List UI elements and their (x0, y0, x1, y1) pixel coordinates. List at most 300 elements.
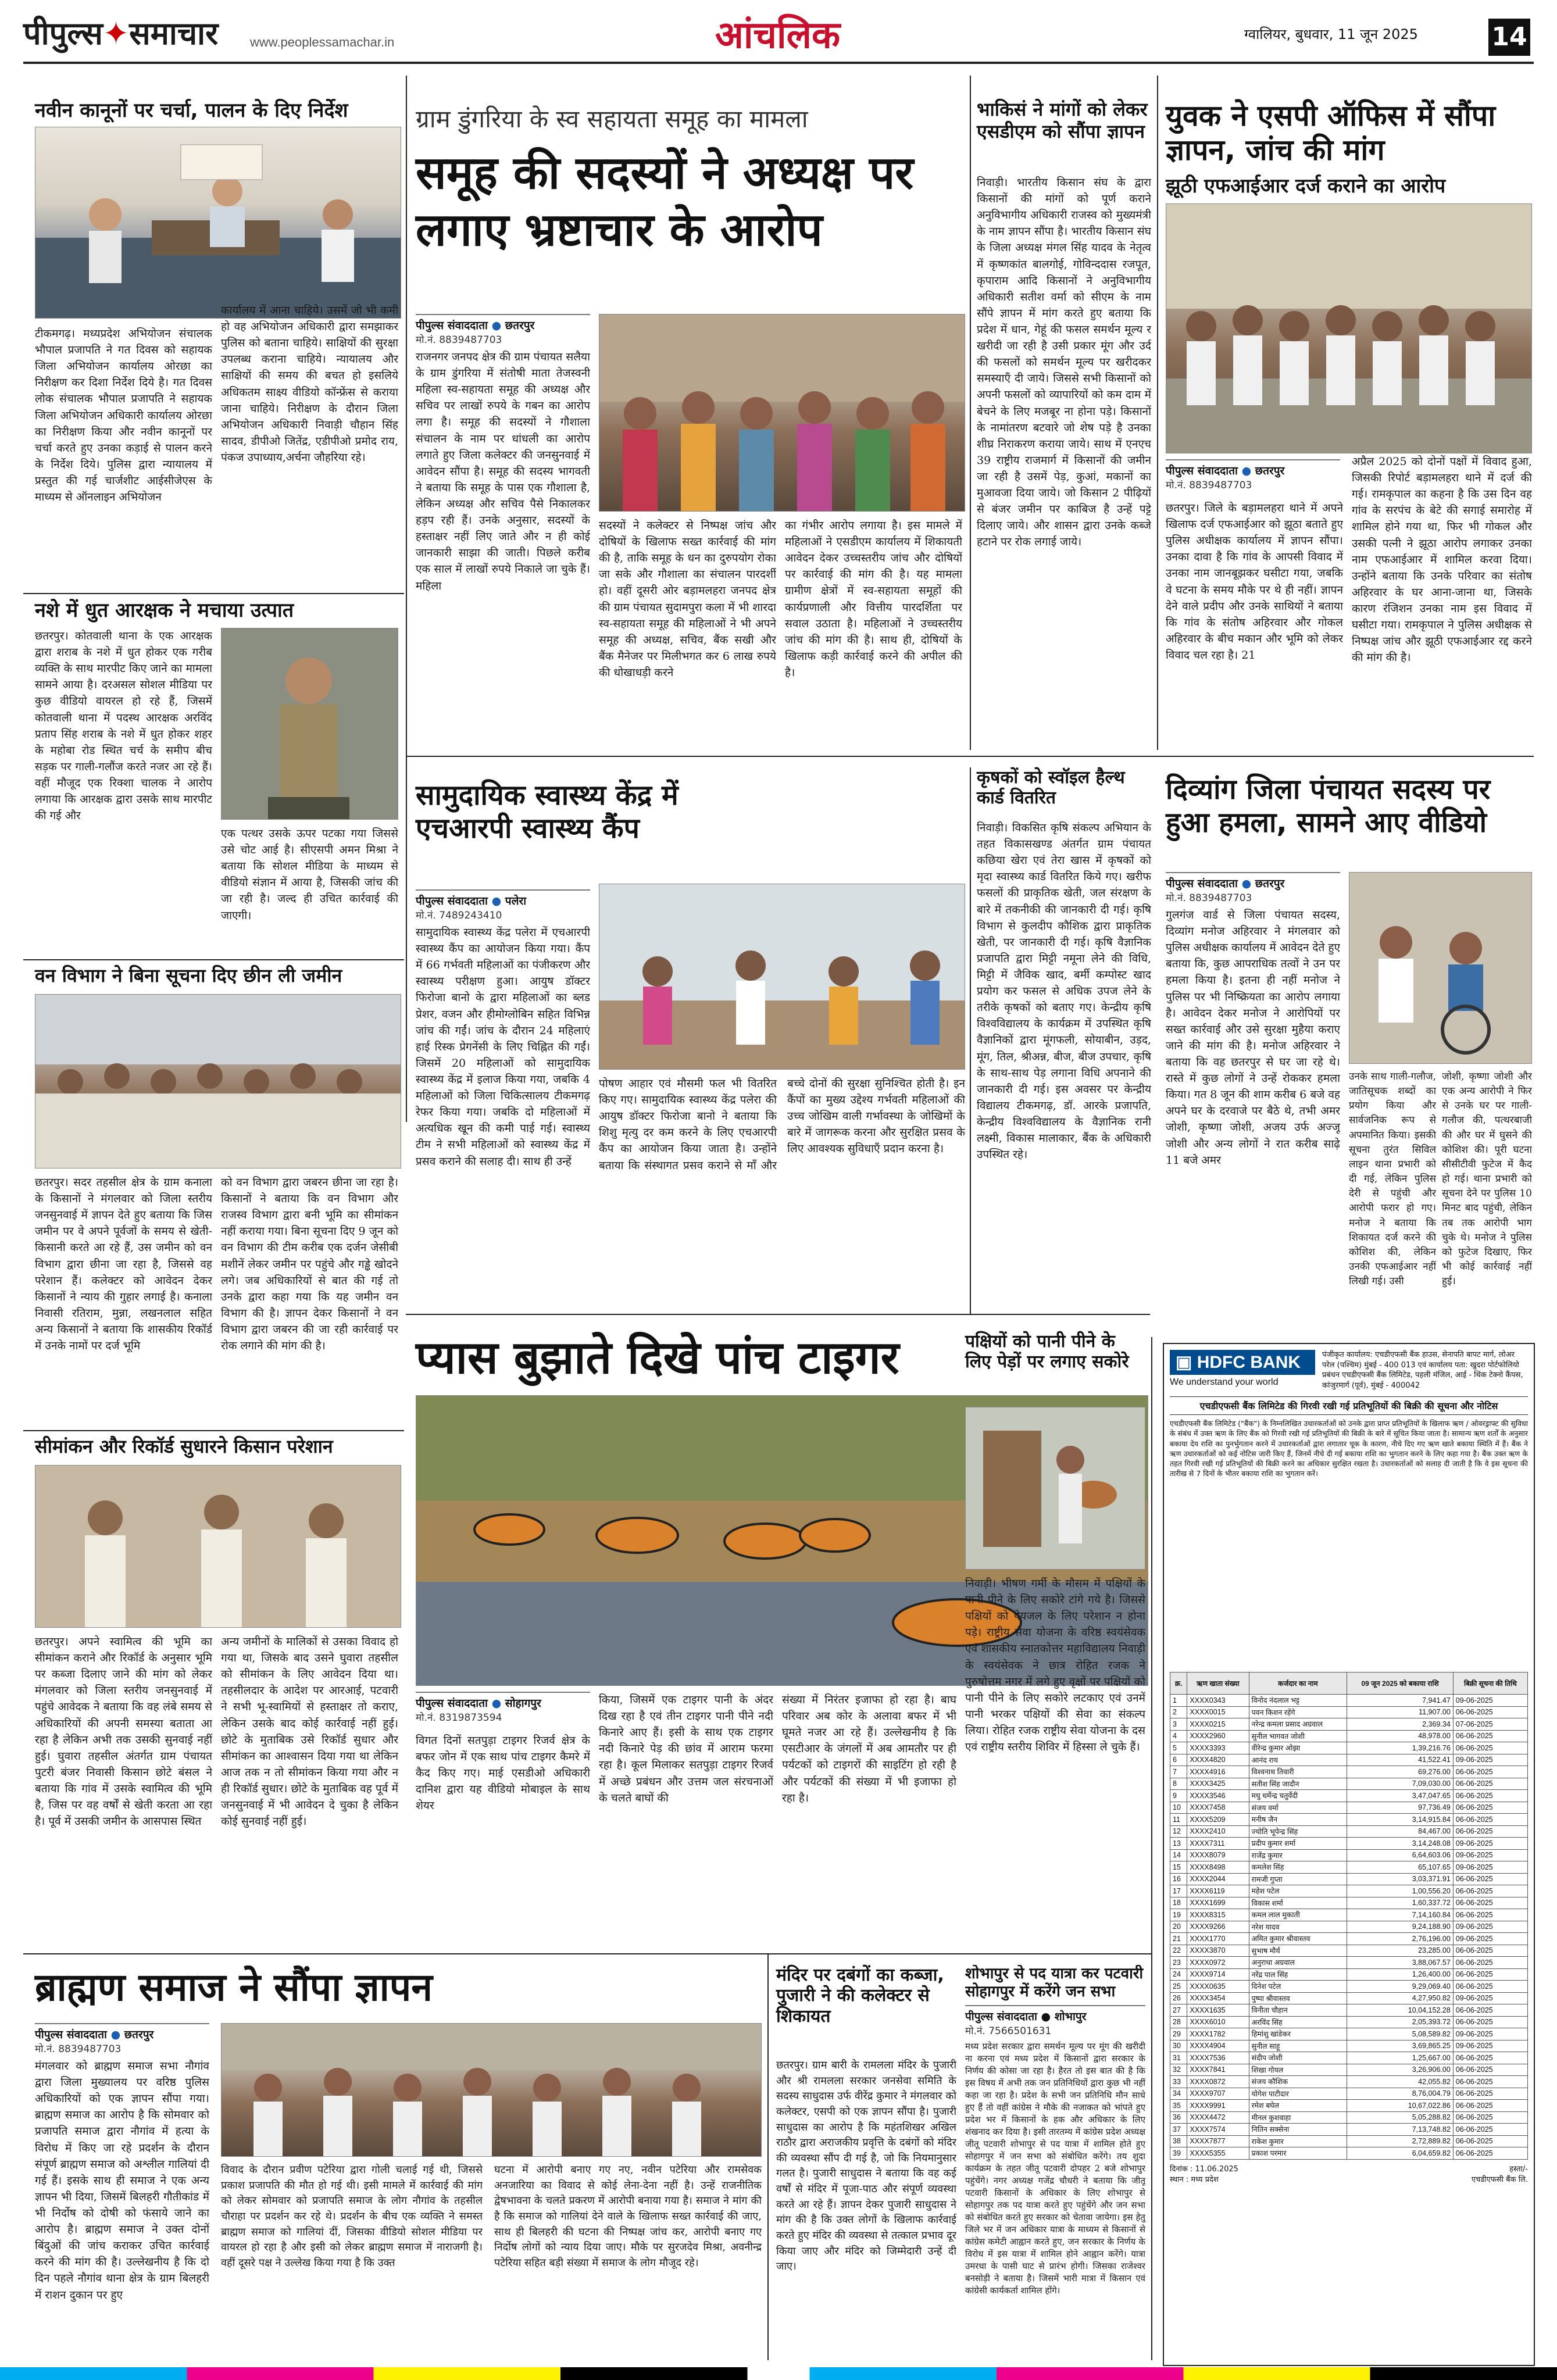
table-cell: मनीष जैन (1249, 1814, 1347, 1826)
story8-photo (1349, 872, 1532, 1064)
location-dot-icon: ● (1241, 464, 1252, 477)
table-cell: संजय वर्मा (1249, 1802, 1347, 1814)
story10-col3: संख्या में निरंतर इजाफा हो रहा है। बाघ परिवार अब कोर के अलावा बफर में भी घूमते नजर आ रहे हैं। उल्लेखनीय है कि एसटीआर के जंगलों में अब आमतौर पर ही पर्यटकों को टाइगरों की साइटिंग हो रही है और पर्यटकों की संख्या में भी इजाफा हो रहा है। (782, 1693, 956, 1804)
table-cell: XXXX3546 (1187, 1790, 1249, 1802)
story6-photo (599, 884, 965, 1070)
table-cell: 21 (1170, 1933, 1187, 1945)
table-row (1170, 1802, 1528, 1814)
table-row (1170, 1790, 1528, 1802)
table-cell: 1,39,216.76 (1347, 1742, 1453, 1754)
row-divider (406, 756, 1534, 757)
wheelchair-member-icon (1349, 873, 1532, 1064)
story14-headline[interactable]: मंदिर पर दबंगों का कब्जा, पुजारी ने की कलेक्टर से शिकायत (776, 1965, 944, 2027)
byline (416, 1692, 590, 1710)
hdfc-tagline: We understand your world (1170, 1377, 1279, 1387)
loan-table-column-header: ऋण खाता संख्या (1187, 1673, 1249, 1695)
table-cell: रमेश बघेल (1249, 2100, 1347, 2112)
story10-col1: विगत दिनों सतपुड़ा टाइगर रिजर्व क्षेत्र के बफर जोन में एक साथ पांच टाइगर कैमरे में कैद किए गए। माई एसडीओ अधिकारी दानिश द्वारा यह वीडियो मोबाइल के साथ शेयर (416, 1734, 590, 1813)
section-title: आंचलिक (715, 14, 841, 57)
table-cell: 10 (1170, 1802, 1187, 1814)
table-cell: XXXX9991 (1187, 2100, 1249, 2112)
table-cell: नरेश यादव (1249, 1921, 1347, 1933)
story5-photo (221, 628, 398, 820)
story9-col2: को वन विभाग द्वारा जबरन छीना जा रहा है। किसानों ने बताया कि वन विभाग और राजस्व विभाग द्वारा बनी भूमि का सीमांकन नहीं कराया गया। बिना सूचना दिए 9 जून को वन विभाग की टीम करीब एक दर्जन जेसीबी मशीनें लेकर जमीन पर पहुंचे और गड्ढे खोदने लगे। जब अधिकारियों से बात की गई तो उनके द्वारा कहा गया कि यह जमीन वन विभाग की है। ज्ञापन देकर किसानों ने वन विभाग द्वारा जबरन की जा रही कार्रवाई पर रोक लगाने की मांग की है। (221, 1176, 398, 1353)
table-cell: XXXX5209 (1187, 1814, 1249, 1826)
table-cell: XXXX1782 (1187, 2028, 1249, 2040)
table-cell: XXXX0215 (1187, 1718, 1249, 1731)
table-cell: XXXX8079 (1187, 1849, 1249, 1861)
table-cell: 1,00,556.20 (1347, 1885, 1453, 1897)
table-cell: संजय कौशिक (1249, 2076, 1347, 2088)
ad-footer-right (1472, 2163, 1528, 2184)
table-row (1170, 2040, 1528, 2052)
byline-mobile: मो.नं. 8839487703 (1166, 480, 1252, 491)
story10-headline[interactable]: प्यास बुझाते दिखे पांच टाइगर (416, 1332, 899, 1384)
story4-photo (1166, 203, 1532, 453)
loan-table (1170, 1672, 1528, 2160)
loan-table-column-header: क्र. (1170, 1673, 1187, 1695)
story8-byline-block (1166, 872, 1340, 904)
table-cell: 06-06-2025 (1453, 1897, 1527, 1909)
table-cell: राजेंद्र कुमार (1249, 1849, 1347, 1861)
table-cell: 84,467.00 (1347, 1825, 1453, 1838)
table-cell: 09-06-2025 (1453, 1754, 1527, 1766)
table-cell: नरेंद्र पाल सिंह (1249, 1968, 1347, 1981)
table-row (1170, 2100, 1528, 2112)
loan-table-body (1170, 1695, 1528, 2160)
table-row (1170, 1706, 1528, 1718)
table-cell: 06-06-2025 (1453, 1909, 1527, 1921)
table-cell: 29 (1170, 2028, 1187, 2040)
table-cell: 1 (1170, 1695, 1187, 1707)
table-cell: 2,76,196.00 (1347, 1933, 1453, 1945)
table-cell: 06-06-2025 (1453, 2016, 1527, 2028)
table-cell: 3,14,248.08 (1347, 1838, 1453, 1850)
story6-headline[interactable]: सामुदायिक स्वास्थ्य केंद्र में एचआरपी स्वास्थ्य कैंप (416, 779, 678, 845)
table-row (1170, 2004, 1528, 2017)
table-cell: 9 (1170, 1790, 1187, 1802)
table-cell: XXXX0635 (1187, 1981, 1249, 1993)
table-cell: XXXX3425 (1187, 1778, 1249, 1790)
table-cell: 06-06-2025 (1453, 2052, 1527, 2064)
byline-name: पीपुल्स संवाददाता (35, 2028, 107, 2041)
table-cell: 09-06-2025 (1453, 2028, 1527, 2040)
story1-headline[interactable]: नवीन कानूनों पर चर्चा, पालन के दिए निर्देश (35, 99, 348, 122)
ad-footer-left (1170, 2163, 1238, 2184)
brahmin-gathering-icon (222, 2024, 762, 2157)
table-row (1170, 1909, 1528, 1921)
farmer-photo-icon (35, 1466, 401, 1628)
story8-headline[interactable]: दिव्यांग जिला पंचायत सदस्य पर हुआ हमला, सामने आए वीडियो (1166, 773, 1491, 839)
table-cell: 26 (1170, 1992, 1187, 2004)
table-cell: 2,369.34 (1347, 1718, 1453, 1731)
table-cell: XXXX8315 (1187, 1909, 1249, 1921)
table-cell: XXXX7841 (1187, 2064, 1249, 2076)
table-cell: 1,25,667.00 (1347, 2052, 1453, 2064)
story6-col2: पोषण आहार एवं मौसमी फल भी वितरित किए गए। सामुदायिक स्वास्थ्य केंद्र पलेरा की आयुष डॉक्टर फिरोजा बानो ने बताया कि शिशु मृत्यु दर कम करने के लिए एचआरपी कैंप का आयोजन किया जाता है। उन्होंने बताया कि संस्थागत प्रसव कराने से माँ और बच्चे दोनों की सुरक्षा सुनिश्चित होती है। इन कैंपों का मुख्य उद्देश्य गर्भवती महिलाओं की उच्च जोखिम वाली गर्भावस्था के जोखिमों के बारे में जागरूक करना और सुरक्षित प्रसव के लिए आवश्यक सुविधाएँ प्रदान करना है। (599, 1077, 965, 1172)
ad-footer (1170, 2163, 1528, 2184)
table-cell: 11 (1170, 1814, 1187, 1826)
table-row (1170, 1695, 1528, 1707)
story12-col1: छतरपुर। अपने स्वामित्व की भूमि का सीमांकन कराने और रिकॉर्ड के अनुसार भूमि पर कब्जा दिलाए जाने की मांग को लेकर मंगलवार को जिला स्तरीय जनसुनवाई में पहुंचे आवेदक ने बताया कि वह लंबे समय से अधिकारियों की अपनी समस्या बताता आ रहा है लेकिन अभी तक उसकी सुनवाई नहीं हुई। घुवारा तहसील अंतर्गत ग्राम पंचायत पुटरी बंजर निवासी किसान छोटे बंसल ने बताया कि गांव में उसके स्वामित्व की भूमि है, जिस पर वह वर्षों से खेती करता आ रहा है। पूर्व में उसकी जमीन के आसपास स्थित (35, 1635, 212, 1828)
sp-office-group-icon (1166, 204, 1532, 453)
table-row (1170, 2111, 1528, 2124)
table-cell: XXXX4916 (1187, 1766, 1249, 1778)
table-cell: 10,67,022.86 (1347, 2100, 1453, 2112)
table-cell: XXXX0015 (1187, 1706, 1249, 1718)
table-cell: 7,09,030.00 (1347, 1778, 1453, 1790)
bird-pot-icon (966, 1407, 1145, 1570)
story13-byline-block (35, 2023, 209, 2055)
byline-place: छतरपुर (1255, 877, 1285, 890)
table-cell: 41,522.41 (1347, 1754, 1453, 1766)
story4-subhead: झूठी एफआईआर दर्ज कराने का आरोप (1166, 174, 1446, 198)
table-cell: राकेश कुमार (1249, 2135, 1347, 2147)
ad-footer-sign: हस्ता/- (1509, 2164, 1528, 2174)
table-cell: 18 (1170, 1897, 1187, 1909)
story8-col2-visible: उनके साथ गाली-गलौज, जातिसूचक शब्दों का प्रयोग किया और सार्वजनिक रूप से अपमानित किया। इसकी सूचना तुरंत सिविल लाइन थाना प्रभारी को दी गई, लेकिन पुलिस देरी से पहुंची और आरोपी फरार हो गए। मनोज ने बताया कि शिकायत दर्ज करने की कोशिश की, लेकिन उनकी एफआईआर नहीं लिखी गई। उसी (1349, 1071, 1436, 1288)
ad-address: पंजीकृत कार्यालय: एचडीएफसी बैंक हाउस, सेनापति बापट मार्ग, लोअर परेल (पश्चिम) मुंबई - 400 013 एवं कार्यालय पता: खुदरा पोर्टफोलियो प्रबंधन एचडीएफसी बैंक लिमिटेड, पहली मंजिल, आई - थिंक टेक्नो कैंपस, कांजुरमार्ग (पूर्व), मुंबई - 400042 (1322, 1350, 1523, 1390)
table-row (1170, 1861, 1528, 1874)
byline-name: पीपुल्स संवाददाता (416, 1697, 488, 1710)
table-cell: XXXX9266 (1187, 1921, 1249, 1933)
ad-logo-block (1170, 1350, 1315, 1388)
table-cell: सतीश सिंह जादौन (1249, 1778, 1347, 1790)
table-row (1170, 1968, 1528, 1981)
story8-col3: जोशी, कृष्णा जोशी और एक अन्य आरोपी ने फिर से उनके घर पर गाली-गलौज की, पत्थरबाजी की और घर में घुसने की कोशिश की। पूरी घटना सीसीटीवी फुटेज में कैद हो गई। थाना प्रभारी को सूचना देने पर पुलिस 10 मिनट बाद पहुंची, लेकिन तब तक आरोपी भाग चुके थे। मनोज ने पुलिस को फुटेज दिखाए, फिर भी कोई कार्रवाई नहीं हुई। (1442, 1071, 1532, 1288)
table-cell: 3,26,906.00 (1347, 2064, 1453, 2076)
logo-right-text: समाचार (129, 15, 219, 52)
table-cell: XXXX3454 (1187, 1992, 1249, 2004)
table-row (1170, 1766, 1528, 1778)
table-cell: रामजी गुप्ता (1249, 1873, 1347, 1885)
table-cell: 9,29,069.40 (1347, 1981, 1453, 1993)
byline-mobile: मो.नं. 7566501631 (965, 2025, 1052, 2038)
website-url[interactable]: www.peoplessamachar.in (250, 35, 395, 49)
table-cell: नितिन सक्सेना (1249, 2124, 1347, 2136)
table-cell: कमल लाल मुकाती (1249, 1909, 1347, 1921)
table-cell: 8 (1170, 1778, 1187, 1790)
table-cell: संदीप जोशी (1249, 2052, 1347, 2064)
story6-byline-block (416, 889, 590, 921)
table-row (1170, 1754, 1528, 1766)
table-cell: 06-06-2025 (1453, 2135, 1527, 2147)
table-cell: 06-06-2025 (1453, 2076, 1527, 2088)
table-cell: XXXX7574 (1187, 2124, 1249, 2136)
table-cell: 7,941.47 (1347, 1695, 1453, 1707)
table-cell: 23 (1170, 1957, 1187, 1969)
story4-col1: छतरपुर। जिले के बड़ामलहरा थाने में अपने खिलाफ दर्ज एफआईआर को झूठा बताते हुए पुलिस अधीक्षक कार्यालय में ज्ञापन सौंपा। उनका दावा है कि गांव के आपसी विवाद में उनका नाम जानबूझकर घसीटा गया, जबकि वे घटना के समय मौके पर थे ही नहीं। ज्ञापन देने वाले प्रदीप और उनके साथियों ने बताया कि गांव के संतोष अहिरवार और गोकल अहिरवार के बीच मकान और भूमि को लेकर विवाद चल रहा है। 21 (1166, 502, 1343, 662)
table-cell: ज्योति भूपेन्द्र सिंह (1249, 1825, 1347, 1838)
story2-col2: सदस्यों ने कलेक्टर से निष्पक्ष जांच और दोषियों के खिलाफ सख्त कार्रवाई की मांग की है, ताकि समूह के धन का दुरुपयोग रोका जा सके और गौशाला का संचालन पारदर्शी हो। वहीं दूसरी ओर बड़ामलहरा जनपद क्षेत्र की ग्राम पंचायत सुदामपुरा कला में भी शारदा स्व-सहायता समूह की महिलाओं ने भी अपने समूह की अध्यक्ष, सचिव, बैंक सखी और बैंक मैनेजर पर मिलीभगत कर 6 लाख रुपये की धोखाधड़ी करने (599, 519, 776, 679)
byline-mobile: मो.नं. 8839487703 (416, 334, 502, 346)
byline-mobile: मो.नं. 8839487703 (35, 2043, 122, 2055)
story11-headline[interactable]: पक्षियों को पानी पीने के लिए पेड़ों पर लगाए सकोरे (965, 1331, 1129, 1373)
table-cell: 30 (1170, 2040, 1187, 2052)
table-cell: 06-06-2025 (1453, 1873, 1527, 1885)
table-row (1170, 2135, 1528, 2147)
table-cell: महेश पटेल (1249, 1885, 1347, 1897)
table-cell: 15 (1170, 1861, 1187, 1874)
farmers-crowd-icon (35, 995, 401, 1168)
story5-headline[interactable]: नशे में धुत आरक्षक ने मचाया उत्पात (35, 599, 294, 622)
table-cell: 06-06-2025 (1453, 2088, 1527, 2100)
table-cell: 69,276.00 (1347, 1766, 1453, 1778)
table-cell: 06-06-2025 (1453, 2124, 1527, 2136)
hdfc-logo-text: HDFC BANK (1197, 1353, 1301, 1372)
story1-col2: कार्यालय में आना चाहिये। उसमें जो भी कमी हो वह अभियोजन अधिकारी द्वारा समझाकर पुलिस को बताना चाहिये। साक्षियों की सुरक्षा उपलब्ध कराना चाहिये। न्यायालय और साक्षियों की समय की बचत हो इसलिये अधिकतम साक्ष्य वीडियो कॉन्फ्रेंस से कराया जाना चाहिये। निरीक्षण के दौरान जिला अभियोजन अधिकारी निवाड़ी चौहान सिंह सादव, डीपीओ जितेंद्र, एडीपीओ प्रमोद राय, पंकज उपाध्याय,अर्चना जौहरिया रहे। (221, 304, 398, 464)
table-cell: सुभाष मौर्य (1249, 1945, 1347, 1957)
table-cell: XXXX3393 (1187, 1742, 1249, 1754)
page-number: 14 (1488, 19, 1530, 56)
table-cell: XXXX7458 (1187, 1802, 1249, 1814)
table-cell: 1,60,337.72 (1347, 1897, 1453, 1909)
row-divider (23, 1430, 404, 1431)
table-cell: XXXX0343 (1187, 1695, 1249, 1707)
table-cell: मधु धर्मेन्द्र चतुर्वेदी (1249, 1790, 1347, 1802)
table-row (1170, 1718, 1528, 1731)
table-cell: 20 (1170, 1921, 1187, 1933)
story10-col2: किया, जिसमें एक टाइगर पानी के अंदर दिख रहा है एवं तीन टाइगर पानी पीने नदी किनारे आए हैं। इसी के साथ एक टाइगर नदी किनारे पेड़ की छांव में आराम फरमा रहा है। कूल मिलाकर सतपुड़ा टाइगर रिजर्व में अच्छे प्रबंधन और उत्तम जल संरचनाओं के चलते बाघों की (599, 1693, 773, 1804)
table-cell: अरविंद सिंह (1249, 2016, 1347, 2028)
table-cell: XXXX4904 (1187, 2040, 1249, 2052)
table-cell: 3,88,067.57 (1347, 1957, 1453, 1969)
table-cell: 06-06-2025 (1453, 1802, 1527, 1814)
story7-body: निवाड़ी। विकसित कृषि संकल्प अभियान के तहत विकासखण्ड अंतर्गत ग्राम पंचायत कछिया खेरा एवं तेरा खास में कृषकों को मृदा स्वास्थ्य कार्ड वितरित किये गए। खरीफ फसलों की प्राकृतिक खेती, जल संरक्षण के बारे में तकनीकी की जानकारी दी गई। कृषि विभाग से कुलदीप कौशिक द्वारा प्राकृतिक खेती, पर जानकारी दी गई। कृषि वैज्ञानिक प्रजापति द्वारा मिट्टी नमूना लेने की विधि, मिट्टी में जैविक खाद, बर्मी कम्पोस्ट खाद प्रयोग कर फसल से अधिक उपज लेने के तरीके कृषकों को बताए गए। केन्द्रीय कृषि विश्वविद्यालय के कार्यक्रम में उपस्थित कृषि वैज्ञानिकों द्वारा मूंगफली, सोयाबीन, उड़द, मूंग, तिल, श्रीअन्न, बीज, बीज उपचार, कृषि के साथ-साथ पेड़ लगाना विधि अपनाने की जानकारी दी गई। इस अवसर पर केन्द्रीय विद्यालय टीकमगढ़, डॉ. आरके प्रजापति, केन्द्रीय विश्वविद्यालय के वैज्ञानिक रानी लक्ष्मी, विकास मालाकार, बैंक के अधिकारी उपस्थित रहे। (977, 821, 1151, 1162)
table-cell: 09-06-2025 (1453, 1921, 1527, 1933)
table-cell: 06-06-2025 (1453, 2111, 1527, 2124)
story1-col1: टीकमगढ़। मध्यप्रदेश अभियोजन संचालक भौपाल प्रजापति ने गत दिवस को सहायक जिला अभियोजन कार्यालय ओरछा का निरीक्षण कर दिशा निर्देश दिये है। गत दिवस लोक संचालक भौपाल प्रजापति ने सहायक जिला अभियोजन अधिकारी कार्यालय ओरछा का निरीक्षण किया और नवीन कानूनों पर चर्चा करते हुए उनका कड़ाई से पालन करने के निर्देश दिये। पुलिस द्वारा न्यायालय में प्रस्तुत की गई चार्जशीट आईसीजेएस के माध्यम से ऑनलाइन अभियोजन (35, 327, 212, 504)
table-cell: मीनल कुशवाहा (1249, 2111, 1347, 2124)
table-row (1170, 2076, 1528, 2088)
table-row (1170, 1957, 1528, 1969)
table-cell: 06-06-2025 (1453, 2100, 1527, 2112)
table-cell: 5 (1170, 1742, 1187, 1754)
table-cell: 06-06-2025 (1453, 2147, 1527, 2160)
story12-headline[interactable]: सीमांकन और रिकॉर्ड सुधारने किसान परेशान (35, 1435, 333, 1457)
story5-col2: एक पत्थर उसके ऊपर पटका गया जिससे उसे चोट आई है। सीएसपी अमन मिश्रा ने बताया कि सोशल मीडिया के माध्यम से वीडियो संज्ञान में आया है, जिसकी जांच की जा रही है। जल्द ही उचित कार्रवाई की जाएगी। (221, 827, 398, 922)
table-cell: 27 (1170, 2004, 1187, 2017)
table-cell: विनोद नंदलाल भट्ट (1249, 1695, 1347, 1707)
table-cell: XXXX0872 (1187, 2076, 1249, 2088)
table-cell: 1,26,400.00 (1347, 1968, 1453, 1981)
story4-headline[interactable]: युवक ने एसपी ऑफिस में सौंपा ज्ञापन, जांच की मांग (1166, 99, 1496, 167)
byline-name: पीपुल्स संवाददाता (416, 895, 488, 907)
story11-photo (965, 1407, 1145, 1570)
story9-photo (35, 994, 401, 1168)
story4-col2: अप्रैल 2025 को दोनों पक्षों में विवाद हुआ, जिसकी रिपोर्ट बड़ामलहरा थाने में दर्ज की गई। रामकृपाल का कहना है कि उस दिन वह गांव के सरपंच के बेटे की सगाई समारोह में शामिल होने गया था, फिर भी गोकल और उसकी पत्नी ने झूठा आरोप लगाकर उनका नाम एफआईआर में शामिल करवा दिया। उन्होंने बताया कि उनके परिवार का संतोष अहिरवार के घर आना-जाना था, जिसके कारण रंजिशन उनका नाम इस विवाद में घसीटा गया। रामकृपाल ने पुलिस अधीक्षक से निष्पक्ष जांच और झूठी एफआईआर रद्द करने की मांग की है। (1352, 455, 1532, 664)
logo-separator-icon: ✦ (102, 15, 130, 52)
location-dot-icon: ● (1241, 877, 1252, 890)
table-cell: XXXX5355 (1187, 2147, 1249, 2160)
byline (416, 889, 590, 908)
table-cell: 39 (1170, 2147, 1187, 2160)
table-cell: 32 (1170, 2064, 1187, 2076)
story15-headline-text[interactable]: शोभापुर से पद यात्रा कर पटवारी सोहागपुर में करेंगे जन सभा (965, 1965, 1144, 2000)
table-cell: XXXX1699 (1187, 1897, 1249, 1909)
table-row (1170, 1885, 1528, 1897)
table-cell: 06-06-2025 (1453, 2004, 1527, 2017)
loan-table-column-header: कर्जदार का नाम (1249, 1673, 1347, 1695)
table-cell: 3,14,915.84 (1347, 1814, 1453, 1826)
story11-body: निवाड़ी। भीषण गर्मी के मौसम में पक्षियों के पानी पीने के लिए सकोरे टांगे गये है। जिससे पक्षियों को पेयजल के लिए परेशान न होना पड़े। राष्ट्रीय सेवा योजना के वरिष्ठ स्वयंसेवक एवं शासकीय स्नातकोत्तर महाविद्यालय निवाड़ी के स्वयंसेवक ने छात्र रोहित रजक ने पुरुषोत्तम नगर में लगे हुए वृक्षों पर पक्षियों को पानी पीने के लिए सकोरे लटकाए एवं उनमें पानी भरकर पक्षियों की सेवा का संकल्प लिया। रोहित रजक राष्ट्रीय सेवा योजना के दस एवं राष्ट्रीय स्तरीय शिविर में हिस्सा ले चुके हैं। (965, 1577, 1145, 1754)
byline (1166, 872, 1340, 891)
table-cell: 31 (1170, 2052, 1187, 2064)
story2-col1: राजनगर जनपद क्षेत्र की ग्राम पंचायत सलैया के ग्राम डुंगरिया में संतोषी माता तेजस्वनी महिला स्व-सहायता समूह की अध्यक्ष और सचिव पर लाखों रुपये के गबन का आरोप लगा है। समूह की सदस्यों ने गौशाला संचालन के नाम पर धांधली का आरोप लगाते हुए जिला कलेक्टर की जनसुनवाई में आवेदन सौंपा है। समूह की सदस्य भागवती ने बताया कि समूह के पास एक गौशाला है, लेकिन अध्यक्ष और सचिव पैसे निकालकर हड़प रही हैं। उनके अनुसार, सदस्यों के हस्ताक्षर नहीं लिए जाते और न ही कोई जानकारी साझा की जाती। पिछले करीब एक साल में लाखों रुपये निकाले जा चुके हैं। महिला (416, 351, 590, 592)
table-cell: XXXX1770 (1187, 1933, 1249, 1945)
table-cell: XXXX2410 (1187, 1825, 1249, 1838)
byline-place: छतरपुर (505, 319, 535, 332)
story13-col3: घटना में आरोपी बनाए गए नए, नवीन पटेरिया और रामसेवक अनजारिया का विवाद से कोई लेना-देना नहीं है। उन्हें राजनीतिक द्वेषभावना के चलते प्रकरण में आरोपी बनाया गया है। समाज ने मांग की है कि समाज को गालियां देने वाले के खिलाफ सख्त कार्रवाई की जाए, साथ ही बिलहरी की घटना की निष्पक्ष जांच कर, आरोपी बनाए गए निर्दोष लोगों को न्याय दिया जाए। मौके पर सुरजदेव मिश्रा, अवनीन्द्र पटेरिया सहित बड़ी संख्या में समाज के लोग मौजूद रहे। (494, 2164, 762, 2269)
table-cell: 13 (1170, 1838, 1187, 1850)
table-row (1170, 2088, 1528, 2100)
byline-mobile: मो.नं. 7489243410 (416, 910, 502, 921)
byline (35, 2023, 209, 2042)
table-cell: 33 (1170, 2076, 1187, 2088)
table-row (1170, 1742, 1528, 1754)
table-cell: 9,24,188.90 (1347, 1921, 1453, 1933)
table-row (1170, 1730, 1528, 1742)
table-cell: 06-06-2025 (1453, 1981, 1527, 1993)
table-row (1170, 1838, 1528, 1850)
table-cell: 14 (1170, 1849, 1187, 1861)
table-cell: आनंद राय (1249, 1754, 1347, 1766)
table-cell: 5,08,589.82 (1347, 2028, 1453, 2040)
story3-headline[interactable]: भाकिसं ने मांगों को लेकर एसडीएम को सौंपा ज्ञापन (977, 98, 1148, 142)
table-cell: 48,978.00 (1347, 1730, 1453, 1742)
table-cell: नरेन्द्र कमला प्रसाद अग्रवाल (1249, 1718, 1347, 1731)
table-cell: 23,285.00 (1347, 1945, 1453, 1957)
table-cell: अनुराधा अग्रवाल (1249, 1957, 1347, 1969)
location-dot-icon: ● (110, 2028, 121, 2041)
byline-mobile: मो.नं. 8319873594 (416, 1712, 502, 1724)
story8-col1: गुलगंज वार्ड से जिला पंचायत सदस्य, दिव्यांग मनोज अहिरवार ने मंगलवार को पुलिस अधीक्षक कार्यालय में आवेदन देते हुए बताया कि, कुछ आपराधिक तत्वों ने उन पर हमला किया है। इतना ही नहीं मनोज ने पुलिस पर भी निष्क्रियता का आरोप लगाया है। आवेदन देकर मनोज ने आरोपियों पर सख्त कार्रवाई और उसे सुरक्षा मुहैया कराए जाने की मांग की है। मनोज अहिरवार ने बताया कि वह छतरपुर से घर जा रहे थे। रास्ते में कुछ लोगों ने उन्हें रोककर हमला किया। गत 8 जून की शाम करीब 6 बजे वह अपने घर के दरवाजे पर बैठे थे, तभी अमर जोशी, कृष्णा जोशी, अजय उर्फ अज्जू जोशी और अन्य लोगों ने रात करीब साढ़े 11 बजे अमर (1166, 909, 1340, 1167)
story5-col1: छतरपुर। कोतवाली थाना के एक आरक्षक द्वारा शराब के नशे में धुत होकर एक गरीब व्यक्ति के साथ मारपीट किए जाने का मामला सामने आया है। दरअसल सोशल मीडिया पर कुछ वीडियो वायरल हो रहे हैं, जिसमें कोतवाली थाना में पदस्थ आरक्षक अरविंद प्रताप सिंह शराब के नशे में धुत होकर शहर के महोबा रोड स्थित चर्च के समीप बीच सड़क पर गाली-गलौंज करते नजर आ रहे हैं। वहीं मौजूद एक रिक्शा चालक ने आरोप लगाया कि आरक्षक द्वारा उसके साथ मारपीट की गई और (35, 630, 212, 823)
column-divider (970, 767, 971, 1314)
table-cell: XXXX7311 (1187, 1838, 1249, 1850)
story9-col1: छतरपुर। सदर तहसील क्षेत्र के ग्राम कनाला के किसानों ने मंगलवार को जिला स्तरीय जनसुनवाई में ज्ञापन देते हुए बताया कि जिस जमीन पर वे अपने पूर्वजों के समय से खेती-किसानी करते आ रहे हैं, उस जमीन को वन विभाग द्वारा छीना जा रहा है, जिससे वह परेशान हैं। कलेक्टर को आवेदन देकर किसानों ने न्याय की गुहार लगाई है। कनाला निवासी रतिराम, मुन्ना, लखनलाल सहित अन्य किसानों ने बताया कि शासकीय रिकॉर्ड में उनके नामों पर दर्ज भूमि (35, 1176, 212, 1353)
table-row (1170, 1814, 1528, 1826)
story2-col3: का गंभीर आरोप लगाया है। इस मामले में महिलाओं ने एसडीएम कार्यालय में शिकायती आवेदन देकर उच्चस्तरीय जांच और दोषियों पर कार्रवाई की मांग की है। यह मामला ग्रामीण क्षेत्रों में स्व-सहायता समूहों की कार्यप्रणाली और वित्तीय पारदर्शिता पर सवाल उठाता है। महिलाओं ने उच्चस्तरीय जांच की मांग की है। साथ ही, दोषियों के खिलाफ कड़ी कार्रवाई करने की अपील की है। (785, 519, 962, 679)
table-cell: 06-06-2025 (1453, 1957, 1527, 1969)
table-row (1170, 1921, 1528, 1933)
story12-col2: अन्य जमीनों के मालिकों से उसका विवाद हो गया था, जिसके बाद उसने घुवारा तहसील को सीमांकन के लिए आवेदन दिया था। तहसीलदार के आदेश पर आरआई, पटवारी ने सभी भू-स्वामियों से हस्ताक्षर तो कराए, लेकिन उसके बाद कोई कार्रवाई नहीं हुई। छोटे के मुताबिक उसे रिकॉर्ड सुधार और सीमांकन का आश्वासन दिया गया था लेकिन आज तक न तो सीमांकन किया गया और न ही रिकॉर्ड सुधार। छोटे के मुताबिक वह पूर्व में जनसुनवाई में भी आवेदन दे चुका है लेकिन कोई सुनवाई नहीं हुई। (221, 1635, 398, 1828)
table-cell: 06-06-2025 (1453, 2064, 1527, 2076)
table-cell: 36 (1170, 2111, 1187, 2124)
table-cell: 4 (1170, 1730, 1187, 1742)
loan-table-header (1170, 1673, 1528, 1695)
table-cell: पवन किशन रहेंगे (1249, 1706, 1347, 1718)
table-cell: दिनेश पटेल (1249, 1981, 1347, 1993)
column-divider (767, 1953, 769, 2360)
table-cell: 11,907.00 (1347, 1706, 1453, 1718)
table-cell: 06-06-2025 (1453, 1790, 1527, 1802)
constable-photo-icon (222, 628, 398, 820)
table-cell: 3 (1170, 1718, 1187, 1731)
table-row (1170, 1778, 1528, 1790)
byline (416, 314, 590, 333)
table-cell: 06-06-2025 (1453, 1778, 1527, 1790)
table-cell: विकास शर्मा (1249, 1897, 1347, 1909)
story2-byline-block (416, 314, 590, 346)
ad-notice-paragraph: एचडीएफसी बैंक लिमिटेड ("बैंक") के निम्नलिखित उधारकर्ताओं को उनके द्वारा प्राप्त प्रतिभूतियों के खिलाफ ऋण / ओवरड्राफ्ट की सुविधा के संबंध में उक्त ऋण के लिए बैंक को गिरवी रखी गई प्रतिभूतियों की बिक्री के बारे में सूचित किया जाता है। सामान्य ऋण शर्तों के अनुसार बकाया देय राशि का पुनर्भुगतान करने में उधारकर्ताओं द्वारा लगातार चूक के कारण, नीचे दिए गए ऋण खाते बकाया स्थिति में हैं। बैंक ने ऋण उधारकर्ताओं को कई नोटिस जारी किए हैं, जिनमें नीचे दी गई बकाया राशि का भुगतान करने के लिए कहा गया है। बैंक उक्त ऋण के तहत गिरवी रखी गई प्रतिभूतियों की बिक्री करने का अधिकार सुरक्षित रखता है। उधारकर्ताओं को सलाह दी जाती है कि वे इस सूचना की तारीख से 7 दिनों के भीतर बकाया राशि का भुगतान करें। (1170, 1419, 1528, 1478)
table-cell: XXXX7877 (1187, 2135, 1249, 2147)
table-cell: 09-06-2025 (1453, 1992, 1527, 2004)
table-cell: 25 (1170, 1981, 1187, 1993)
table-cell: XXXX3870 (1187, 1945, 1249, 1957)
story6-col1: सामुदायिक स्वास्थ्य केंद्र पलेरा में एचआरपी स्वास्थ्य कैंप का आयोजन किया गया। कैंप में 66 गर्भवती महिलाओं का पंजीकरण और स्वास्थ्य परीक्षण हुआ। आयुष डॉक्टर फिरोजा बानो के द्वारा महिलाओं का ब्लड प्रेशर, वजन और हीमोग्लोबिन सहित विभिन्न जांच की गईं। जांच के दौरान 24 महिलाएं हाई रिस्क प्रेगनेंसी के लिए चिह्नित की गईं। जिसमें 20 महिलाओं को सामुदायिक स्वास्थ्य केंद्र में इलाज किया गया, जबकि 4 महिलाओं को जिला चिकित्सालय टीकमगढ़ रेफर किया गया। जबकि दो महिलाओं में अत्यधिक खून की कमी पाई गई। स्वास्थ्य टीम ने सभी महिलाओं को स्वास्थ्य केंद्र में प्रसव कराने की सलाह दी। साथ ही उन्हें (416, 926, 590, 1168)
logo-left-text: पीपुल्स (23, 15, 103, 52)
table-row (1170, 2016, 1528, 2028)
table-cell: 7,13,748.82 (1347, 2124, 1453, 2136)
ad-header (1170, 1350, 1528, 1391)
table-cell: सुनील भागवत जोशी (1249, 1730, 1347, 1742)
table-cell: शिखा गोयल (1249, 2064, 1347, 2076)
table-cell: XXXX1635 (1187, 2004, 1249, 2017)
table-cell: 16 (1170, 1873, 1187, 1885)
table-cell: योगेश पाटीदार (1249, 2088, 1347, 2100)
table-cell: 06-06-2025 (1453, 1814, 1527, 1826)
table-cell: 09-06-2025 (1453, 1695, 1527, 1707)
table-cell: 7,14,160.84 (1347, 1909, 1453, 1921)
byline (1166, 459, 1340, 478)
table-cell: 09-06-2025 (1453, 1933, 1527, 1945)
table-cell: 34 (1170, 2088, 1187, 2100)
table-cell: विश्वनाथ तिवारी (1249, 1766, 1347, 1778)
story13-photo (221, 2023, 762, 2157)
table-cell: XXXX4472 (1187, 2111, 1249, 2124)
table-cell: 07-06-2025 (1453, 1718, 1527, 1731)
story9-headline[interactable]: वन विभाग ने बिना सूचना दिए छीन ली जमीन (35, 964, 342, 987)
table-cell: 6,64,603.06 (1347, 1849, 1453, 1861)
byline: पीपुल्स संवाददाता ● शोभापुर (965, 2005, 1145, 2024)
table-cell: 35 (1170, 2100, 1187, 2112)
table-cell: विनीता चौहान (1249, 2004, 1347, 2017)
table-row (1170, 2052, 1528, 2064)
loan-table-column-header: 09 जून 2025 को बकाया राशि (1347, 1673, 1453, 1695)
table-cell: 17 (1170, 1885, 1187, 1897)
dateline: ग्वालियर, बुधवार, 11 जून 2025 (1244, 26, 1418, 42)
table-cell: 06-06-2025 (1453, 1825, 1527, 1838)
story1-photo (35, 127, 401, 319)
table-cell: 22 (1170, 1945, 1187, 1957)
table-cell: 2,72,889.82 (1347, 2135, 1453, 2147)
story13-headline[interactable]: ब्राह्मण समाज ने सौंपा ज्ञापन (35, 1965, 433, 2010)
column-divider (1157, 76, 1158, 750)
story2-headline[interactable]: समूह की सदस्यों ने अध्यक्ष पर लगाए भ्रष्टाचार के आरोप (416, 147, 914, 256)
table-cell: 97,736.49 (1347, 1802, 1453, 1814)
table-cell: 06-06-2025 (1453, 1968, 1527, 1981)
story7-headline[interactable]: कृषकों को स्वॉइल हैल्थ कार्ड वितरित (977, 767, 1125, 809)
meeting-scene-icon (35, 127, 401, 319)
table-cell: XXXX7536 (1187, 2052, 1249, 2064)
masthead-logo (23, 10, 218, 53)
table-cell: 6,04,659.82 (1347, 2147, 1453, 2160)
ad-footer-place: स्थान : मध्य प्रदेश (1170, 2175, 1219, 2184)
story15-col1: मध्य प्रदेश सरकार द्वारा समर्थन मूल्य पर मूंग की खरीदी ना करना एवं मध्य प्रदेश में किसानों द्वारा सरकार के निर्णय की कोसा जा रहा है। हैरत तो इस बात की है कि इस विषय में अभी तक जन प्रतिनिधियों द्वारा कुछ भी नहीं कहा जा रहा है। प्रदेश के सभी जन प्रतिनिधि मौन साधे हुए हैं तो वहीं कांग्रेस ने मौके की नजाकत को भांपते हुए प्रदेश भर में किसानों के हक और अधिकार के लिए शंखनाद कर दिया है। इसी तारतम्य में कांग्रेस प्रदेश अध्यक्ष जीतू पटवारी शोभापुर से पद यात्रा में शामिल होते हुए सोहागपुर में जन सभा को संबोधित करेंगे। तय शुदा कार्यक्रम के तहत जीतू पटवारी दोपहर 2 बजे शोभापुर पहुंचेंगे। नगर अध्यक्ष गजेंद्र चौधरी ने बताया कि जीतू पटवारी किसानों के अधिकार के लिए शोभापुर से सोहागपुर तक पद यात्रा करते हुए पहुंचेंगे और जन सभा को संबोधित करते हुए सरकार को चेतावा जायेगा। इस हेतु जिले भर में जन अधिकार यात्रा के माध्यम से किसानों से कांग्रेस कमेटी आह्वान करते हुए, जन सरकार के निर्णय के विरोध में इस यात्रा में शामिल होने आह्वान करेंगे। यात्रा उमरधा के पासी घाट से प्रारंभ होगी। जिसका राजेश्वर बनसोड़ी ने बताया है। जिसमें भारी मात्रा में किसान एवं कांग्रेसी कार्यकर्ता शामिल होंगे। (965, 2041, 1145, 2296)
story13-col1: मंगलवार को ब्राह्मण समाज सभा नौगांव द्वारा जिला मुख्यालय पर वरिष्ठ पुलिस अधिकारियों को एक ज्ञापन सौंपा गया। ब्राह्मण समाज का आरोप है कि सोमवार को प्रजापति समाज द्वारा नौगांव में हत्या के विरोध में किए जा रहे प्रदर्शन के दौरान संपूर्ण ब्राह्मण समाज को अश्लील गालियां दी गई हैं। इसके साथ ही समाज ने एक अन्य ज्ञापन भी दिया, जिसमें बिलहरी गौतीकांड में भी निर्दोष को दोषी को फंसाये जाने का आरोप है। ब्राह्मण समाज ने उक्त दोनों बिंदुओं की जांच कराकर उचित कार्रवाई करने की मांग की है। उल्लेखनीय है कि दो दिन पहले नौगांव थाना क्षेत्र के ग्राम बिलहरी में राशन दुकान पर हुए (35, 2060, 209, 2302)
location-dot-icon: ● (491, 895, 502, 907)
table-cell: अमित कुमार श्रीवास्तव (1249, 1933, 1347, 1945)
byline-mobile: मो.नं. 8839487703 (1166, 892, 1252, 904)
table-cell: 19 (1170, 1909, 1187, 1921)
story15-block (965, 1965, 1145, 2366)
ad-title: एचडीएफसी बैंक लिमिटेड की गिरवी रखी गई प्रतिभूतियों की बिक्री की सूचना और नोटिस (1170, 1396, 1528, 1415)
table-row (1170, 1981, 1528, 1993)
hdfc-square-icon: ▣ (1176, 1353, 1192, 1372)
story4-byline-block (1166, 459, 1340, 491)
table-cell: 2 (1170, 1706, 1187, 1718)
